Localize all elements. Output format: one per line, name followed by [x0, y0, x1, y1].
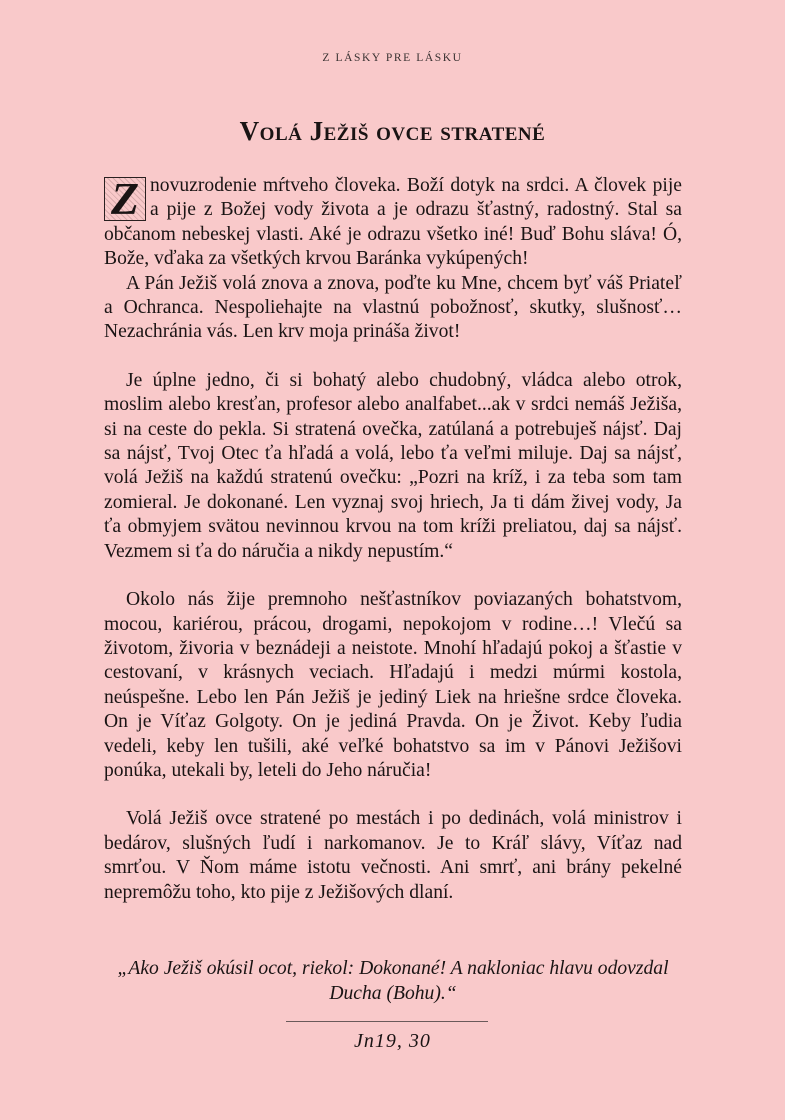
chapter-title: Volá Ježiš ovce stratené [239, 116, 546, 146]
body-text [104, 174, 682, 905]
scripture-quote: „Ako Ježiš okúsil ocot, riekol: Dokonané! A nakloniac hlavu odovzdal Ducha (Bohu).“ [117, 958, 669, 1004]
drop-cap: Z [104, 177, 146, 221]
divider-rule [286, 1021, 488, 1022]
scripture-reference: Jn19, 30 [354, 1030, 431, 1052]
paragraph-5: Volá Ježiš ovce stratené po mestách i po dedinách, volá ministrov i bedárov, slušných ľudí i narkomanov. Je to Kráľ slávy, Víťaz nad smrťou. V Ňom máme istotu večnosti. Ani smrť, ani brány pekelné nepremôžu toho, kto pije z Ježišových dlaní. [104, 808, 682, 903]
paragraph-3: Je úplne jedno, či si bohatý alebo chudobný, vládca alebo otrok, moslim alebo kresťan, profesor alebo analfabet...ak v srdci nemáš Ježiša, si na ceste do pekla. Si stratená ovečka, zatúlaná a potrebuješ nájsť. Daj sa nájsť, Tvoj Otec ťa hľadá a volá, lebo ťa veľmi miluje. Daj sa nájsť, volá Ježiš na každú stratenú ovečku: „Pozri na kríž, i za teba som tam zomieral. Je dokonané. Len vyznaj svoj hriech, Ja ti dám živej vody, Ja ťa obmyjem svätou nevinnou krvou na tom kríži preliatou, daj sa nájsť. Vezmem si ťa do náručia a nikdy nepustím.“ [104, 369, 682, 562]
paragraph-4: Okolo nás žije premnoho nešťastníkov poviazaných bohatstvom, mocou, kariérou, prácou, drogami, nepokojom v rodine…! Vlečú sa životom, živoria v beznádeji a neistote. Mnohí hľadajú pokoj a šťastie v cestovaní, v krásnych veciach. Hľadajú i medzi múrmi kostola, neúspešne. Lebo len Pán Ježiš je jediný Liek na hriešne srdce človeka. On je Víťaz Golgoty. On je jediná Pravda. On je Život. Keby ľudia vedeli, keby len tušili, aké veľké bohatstvo sa im v Pánovi Ježišovi ponúka, utekali by, leteli do Jeho náručia! [104, 589, 682, 781]
paragraph-1-text: novuzrodenie mŕtveho človeka. Boží dotyk na srdci. A človek pije a pije z Božej vody života a je odrazu šťastný, radostný. Stal sa občanom nebeskej vlasti. Aké je odrazu všetko iné! Buď Bohu sláva! Ó, Bože, vďaka za všetkých krvou Baránka vykúpených! [104, 175, 682, 270]
running-head: Z LÁSKY PRE LÁSKU [322, 52, 463, 64]
paragraph-1 [104, 174, 682, 272]
paragraph-2: A Pán Ježiš volá znova a znova, poďte ku Mne, chcem byť váš Priateľ a Ochranca. Nespoliehajte na vlastnú pobožnosť, skutky, slušnosť… Nezachránia vás. Len krv moja prináša život! [104, 272, 682, 343]
